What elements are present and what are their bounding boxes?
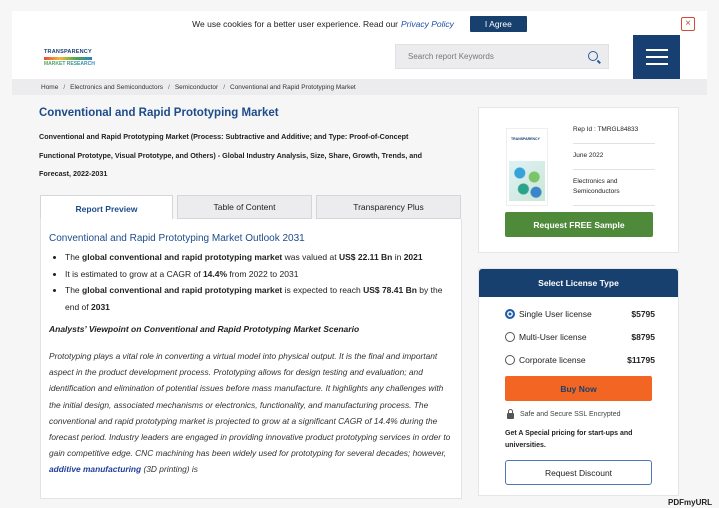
request-free-sample-button[interactable]: Request FREE Sample	[505, 212, 653, 237]
tab-report-preview[interactable]: Report Preview	[40, 195, 173, 221]
license-option-single[interactable]: Single User license $5795	[505, 307, 655, 321]
site-header	[12, 37, 707, 79]
list-item: • The global conventional and rapid prototyping market was valued at US$ 22.11 Bn in 2021	[65, 249, 455, 266]
report-cover-image	[506, 128, 548, 206]
pdfmyurl-watermark: PDFmyURL	[668, 498, 713, 507]
tab-table-of-content[interactable]: Table of Content	[177, 195, 312, 219]
search-input[interactable]	[395, 44, 609, 69]
breadcrumb	[12, 79, 707, 95]
tab-transparency-plus[interactable]: Transparency Plus	[316, 195, 461, 219]
hamburger-menu-button[interactable]	[633, 35, 680, 79]
menu-line-icon	[646, 49, 668, 51]
breadcrumb-electronics[interactable]: Electronics and Semiconductors	[70, 83, 164, 91]
cover-logo: TRANSPARENCY	[511, 137, 540, 141]
buy-now-button[interactable]: Buy Now	[505, 376, 652, 401]
report-date: June 2022	[573, 151, 655, 170]
search-placeholder: Search report Keywords	[408, 52, 494, 61]
request-discount-button[interactable]: Request Discount	[505, 460, 652, 485]
breadcrumb-separator: /	[223, 83, 225, 91]
additive-manufacturing-link[interactable]: additive manufacturing	[49, 464, 142, 475]
breadcrumb-current: Conventional and Rapid Prototyping Market	[230, 83, 356, 91]
close-icon[interactable]: ×	[681, 17, 695, 31]
cookie-bar	[12, 11, 707, 37]
special-pricing-text: Get A Special pricing for start-ups and universities.	[505, 430, 633, 449]
page-title: Conventional and Rapid Prototyping Market	[39, 107, 279, 119]
ssl-notice: Safe and Secure SSL Encrypted	[507, 411, 621, 418]
analysts-heading: Analysts’ Viewpoint on Conventional and Rapid Prototyping Market Scenario	[49, 324, 360, 334]
list-item: • It is estimated to grow at a CAGR of 14.4% from 2022 to 2031	[65, 266, 455, 283]
tab-content	[40, 219, 462, 499]
lock-icon	[507, 413, 514, 419]
radio-icon[interactable]	[505, 355, 515, 365]
license-option-multi[interactable]: Multi-User license $8795	[505, 330, 655, 344]
list-item: • The global conventional and rapid prototyping market is expected to reach US$ 78.41 Bn by the end of 2031	[65, 282, 455, 315]
outlook-bullets	[65, 249, 455, 315]
breadcrumb-separator: /	[63, 83, 66, 91]
logo[interactable]	[44, 49, 96, 75]
report-info-card	[478, 107, 679, 253]
radio-checked-icon[interactable]	[505, 309, 515, 319]
privacy-policy-link[interactable]: Privacy Policy	[401, 19, 454, 29]
logo-bar	[44, 57, 92, 60]
breadcrumb-separator: /	[168, 83, 170, 91]
breadcrumb-home[interactable]: Home	[41, 83, 59, 91]
license-heading: Select License Type	[479, 269, 678, 297]
search-icon[interactable]	[588, 51, 598, 61]
cookie-text: We use cookies for a better user experience. Read our	[192, 19, 398, 29]
report-subtitle: Conventional and Rapid Prototyping Market (Process: Subtractive and Additive; and Type: Proof-of-Concept Functional Prototype, Visual Prototype, and Others) - Global Industry Analysis, Size, Share, Growth, Trends, and Forecast, 2022-2031	[39, 132, 422, 178]
cover-graphic	[509, 161, 545, 201]
main-content	[31, 98, 471, 496]
logo-line-1: TRANSPARENCY	[44, 49, 92, 55]
analysts-paragraph: Prototyping plays a vital role in converting a virtual model into physical output. It is the final and important aspect in the product development process. Prototyping allows for design testing and evaluation; and identification and elimination of potential issues before mass manufacture. It highlights any challenges with the initial design, associated mechanisms or electronics, functionality, and manufacturing process. The conventional and rapid prototyping market is projected to grow at a significant CAGR of 14.4% during the forecast period. Industry leaders are engaged in providing innovative product prototyping services in order to gain competitive edge. CNC machining has been widely used for prototyping for several decades; however, additive manufacturing (3D printing) is	[49, 351, 451, 475]
radio-icon[interactable]	[505, 332, 515, 342]
license-option-corporate[interactable]: Corporate license $11795	[505, 353, 655, 367]
logo-line-2: MARKET RESEARCH	[44, 61, 95, 67]
menu-line-icon	[646, 56, 668, 58]
outlook-heading: Conventional and Rapid Prototyping Market Outlook 2031	[49, 233, 305, 244]
cookie-agree-button[interactable]: I Agree	[470, 16, 527, 32]
breadcrumb-semiconductor[interactable]: Semiconductor	[174, 83, 219, 91]
report-id: Rep Id : TMRGL84833	[573, 125, 655, 144]
license-card	[478, 268, 679, 496]
report-tabs	[40, 195, 462, 219]
report-category: Electronics and Semiconductors	[573, 177, 655, 206]
menu-line-icon	[646, 63, 668, 65]
